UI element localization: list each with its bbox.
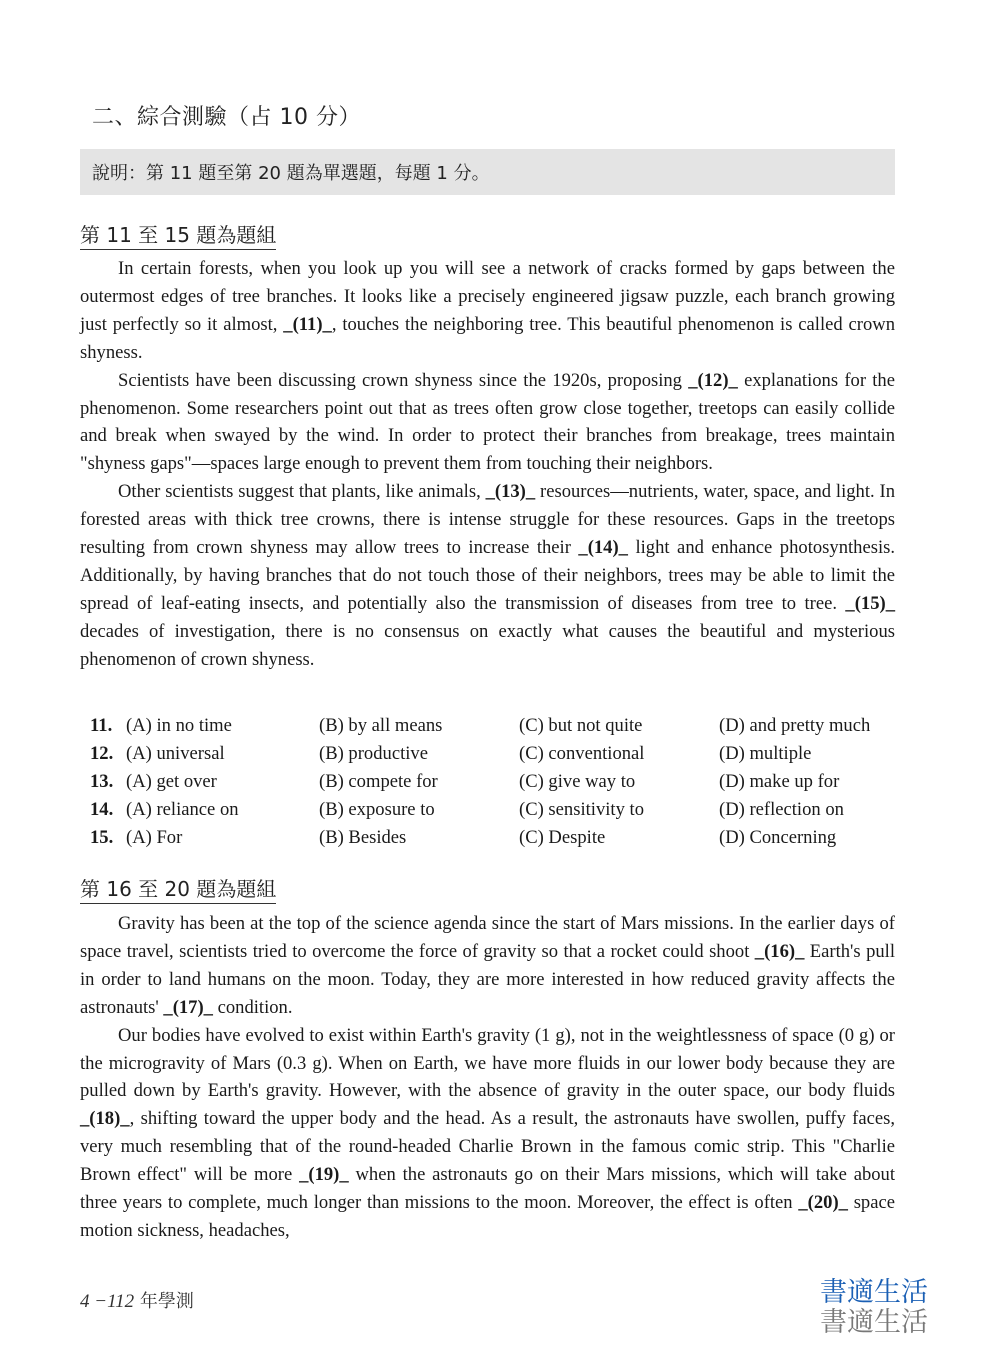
option-a: (A) get over (126, 770, 217, 792)
option-b: (B) by all means (319, 715, 443, 736)
blank-13: _(13)_ (485, 481, 536, 503)
blank-14: _(14)_ (578, 537, 628, 559)
paragraph: In certain forests, when you look up you will see a network of cracks formed by gaps between the outermost edges of tree branches. It looks like a precisely engineered jigsaw puzzle, each branch growing just perfectly so it almost, _(11)_, touches the neighboring tree. This beautiful phenomenon is called crown shyness. (80, 258, 895, 363)
group-heading-11-15: 第 11 至 15 題為題組 (80, 219, 276, 250)
group-heading-16-20: 第 16 至 20 題為題組 (80, 873, 276, 904)
blank-17: _(17)_ (163, 996, 213, 1018)
option-c: (C) conventional (519, 742, 645, 764)
publisher-watermark (820, 1278, 950, 1338)
blank-20: _(20)_ (798, 1192, 848, 1214)
option-b: (B) productive (319, 742, 428, 764)
option-a: (A) universal (126, 742, 225, 764)
option-d: (D) reflection on (719, 798, 844, 820)
blank-15: _(15)_ (845, 592, 895, 614)
question-number: 15. (90, 826, 114, 848)
option-d: (D) make up for (719, 770, 840, 792)
watermark-line: 書適生活 (820, 1307, 928, 1338)
question-row (90, 712, 919, 740)
option-d: (D) Concerning (719, 826, 837, 848)
option-b: (B) compete for (319, 770, 438, 792)
question-number: 14. (90, 798, 114, 820)
option-c: (C) Despite (519, 826, 606, 848)
option-b: (B) Besides (319, 826, 407, 848)
option-a: (A) reliance on (126, 798, 239, 820)
exam-label: 年學測 (134, 1291, 194, 1312)
option-c: (C) sensitivity to (519, 798, 644, 820)
option-a: (A) For (126, 826, 183, 848)
instruction-text: 說明：第 11 題至第 20 題為單選題，每題 1 分。 (92, 163, 490, 184)
question-number: 12. (90, 742, 114, 764)
page-number: 4 (80, 1291, 90, 1312)
question-row (90, 740, 919, 768)
paragraph: Scientists have been discussing crown shyness since the 1920s, proposing _(12)_ explanations for the phenomenon. Some researchers point out that as trees often grow close together, treetops can easily collide and break when swayed by the wind. In order to protect their branches from breakage, trees maintain "shyness gaps"—spaces large enough to prevent them from touching their neighbors. (80, 369, 895, 475)
question-number: 11. (90, 715, 113, 736)
question-number: 13. (90, 770, 114, 792)
page-footer: 4 −112 年學測 (80, 1291, 194, 1312)
option-d: (D) and pretty much (719, 715, 871, 736)
blank-16: _(16)_ (754, 940, 805, 962)
paragraph: Our bodies have evolved to exist within Earth's gravity (1 g), not in the weightlessness of space (0 g) or the microgravity of Mars (0.3 g). When on Earth, we have more fluids in our lower body because they are pulled down by Earth's gravity. However, with the absence of gravity in the outer space, our body fluids _(18)_, shifting toward the upper body and the head. As a result, the astronauts have swollen, puffy faces, very much resembling that of the round-headed Charlie Brown in the famous comic strip. This "Charlie Brown effect" will be more _(19)_ when the astronauts go on their Mars missions, which will take about three years to complete, much longer than missions to the moon. Moreover, the effect is often _(20)_ space motion sickness, headaches, (80, 1024, 895, 1241)
passage-crown-shyness (80, 255, 895, 674)
paragraph: Other scientists suggest that plants, like animals, _(13)_ resources—nutrients, water, space, and light. In forested areas with thick tree crowns, there is intense struggle for these resources. Gaps in the treetops resulting from crown shyness may allow trees to increase their _(14)_ light and enhance photosynthesis. Additionally, by having branches that do not touch those of their neighbors, trees may be able to limit the spread of leaf-eating insects, and potentially also the transmission of diseases from tree to tree. _(15)_ decades of investigation, there is no consensus on exactly what causes the beautiful and mysterious phenomenon of crown shyness. (80, 481, 896, 670)
paragraph: Gravity has been at the top of the science agenda since the start of Mars missions. In the earlier days of space travel, scientists tried to overcome the force of gravity so that a rocket could shoot _(16)_ Earth's pull in order to land humans on the moon. Today, they are more interested in how reduced gravity affects the astronauts' _(17)_ condition. (80, 913, 895, 1018)
question-options (90, 712, 919, 851)
option-c: (C) but not quite (519, 715, 643, 736)
question-row (90, 768, 919, 796)
watermark-line: 書適生活 (820, 1277, 928, 1308)
option-c: (C) give way to (519, 770, 636, 792)
option-b: (B) exposure to (319, 798, 435, 820)
instruction-bar (80, 149, 895, 195)
exam-year: 112 (107, 1291, 135, 1312)
option-a: (A) in no time (126, 715, 232, 736)
section-title: 二、綜合測驗（占 10 分） (92, 105, 361, 130)
blank-12: _(12)_ (688, 369, 738, 391)
question-row (90, 796, 919, 824)
blank-11: _(11)_ (283, 313, 332, 335)
passage-gravity (80, 910, 895, 1245)
blank-19: _(19)_ (299, 1164, 349, 1186)
question-row (90, 824, 919, 852)
blank-18: _(18)_ (80, 1108, 130, 1130)
option-d: (D) multiple (719, 742, 812, 764)
